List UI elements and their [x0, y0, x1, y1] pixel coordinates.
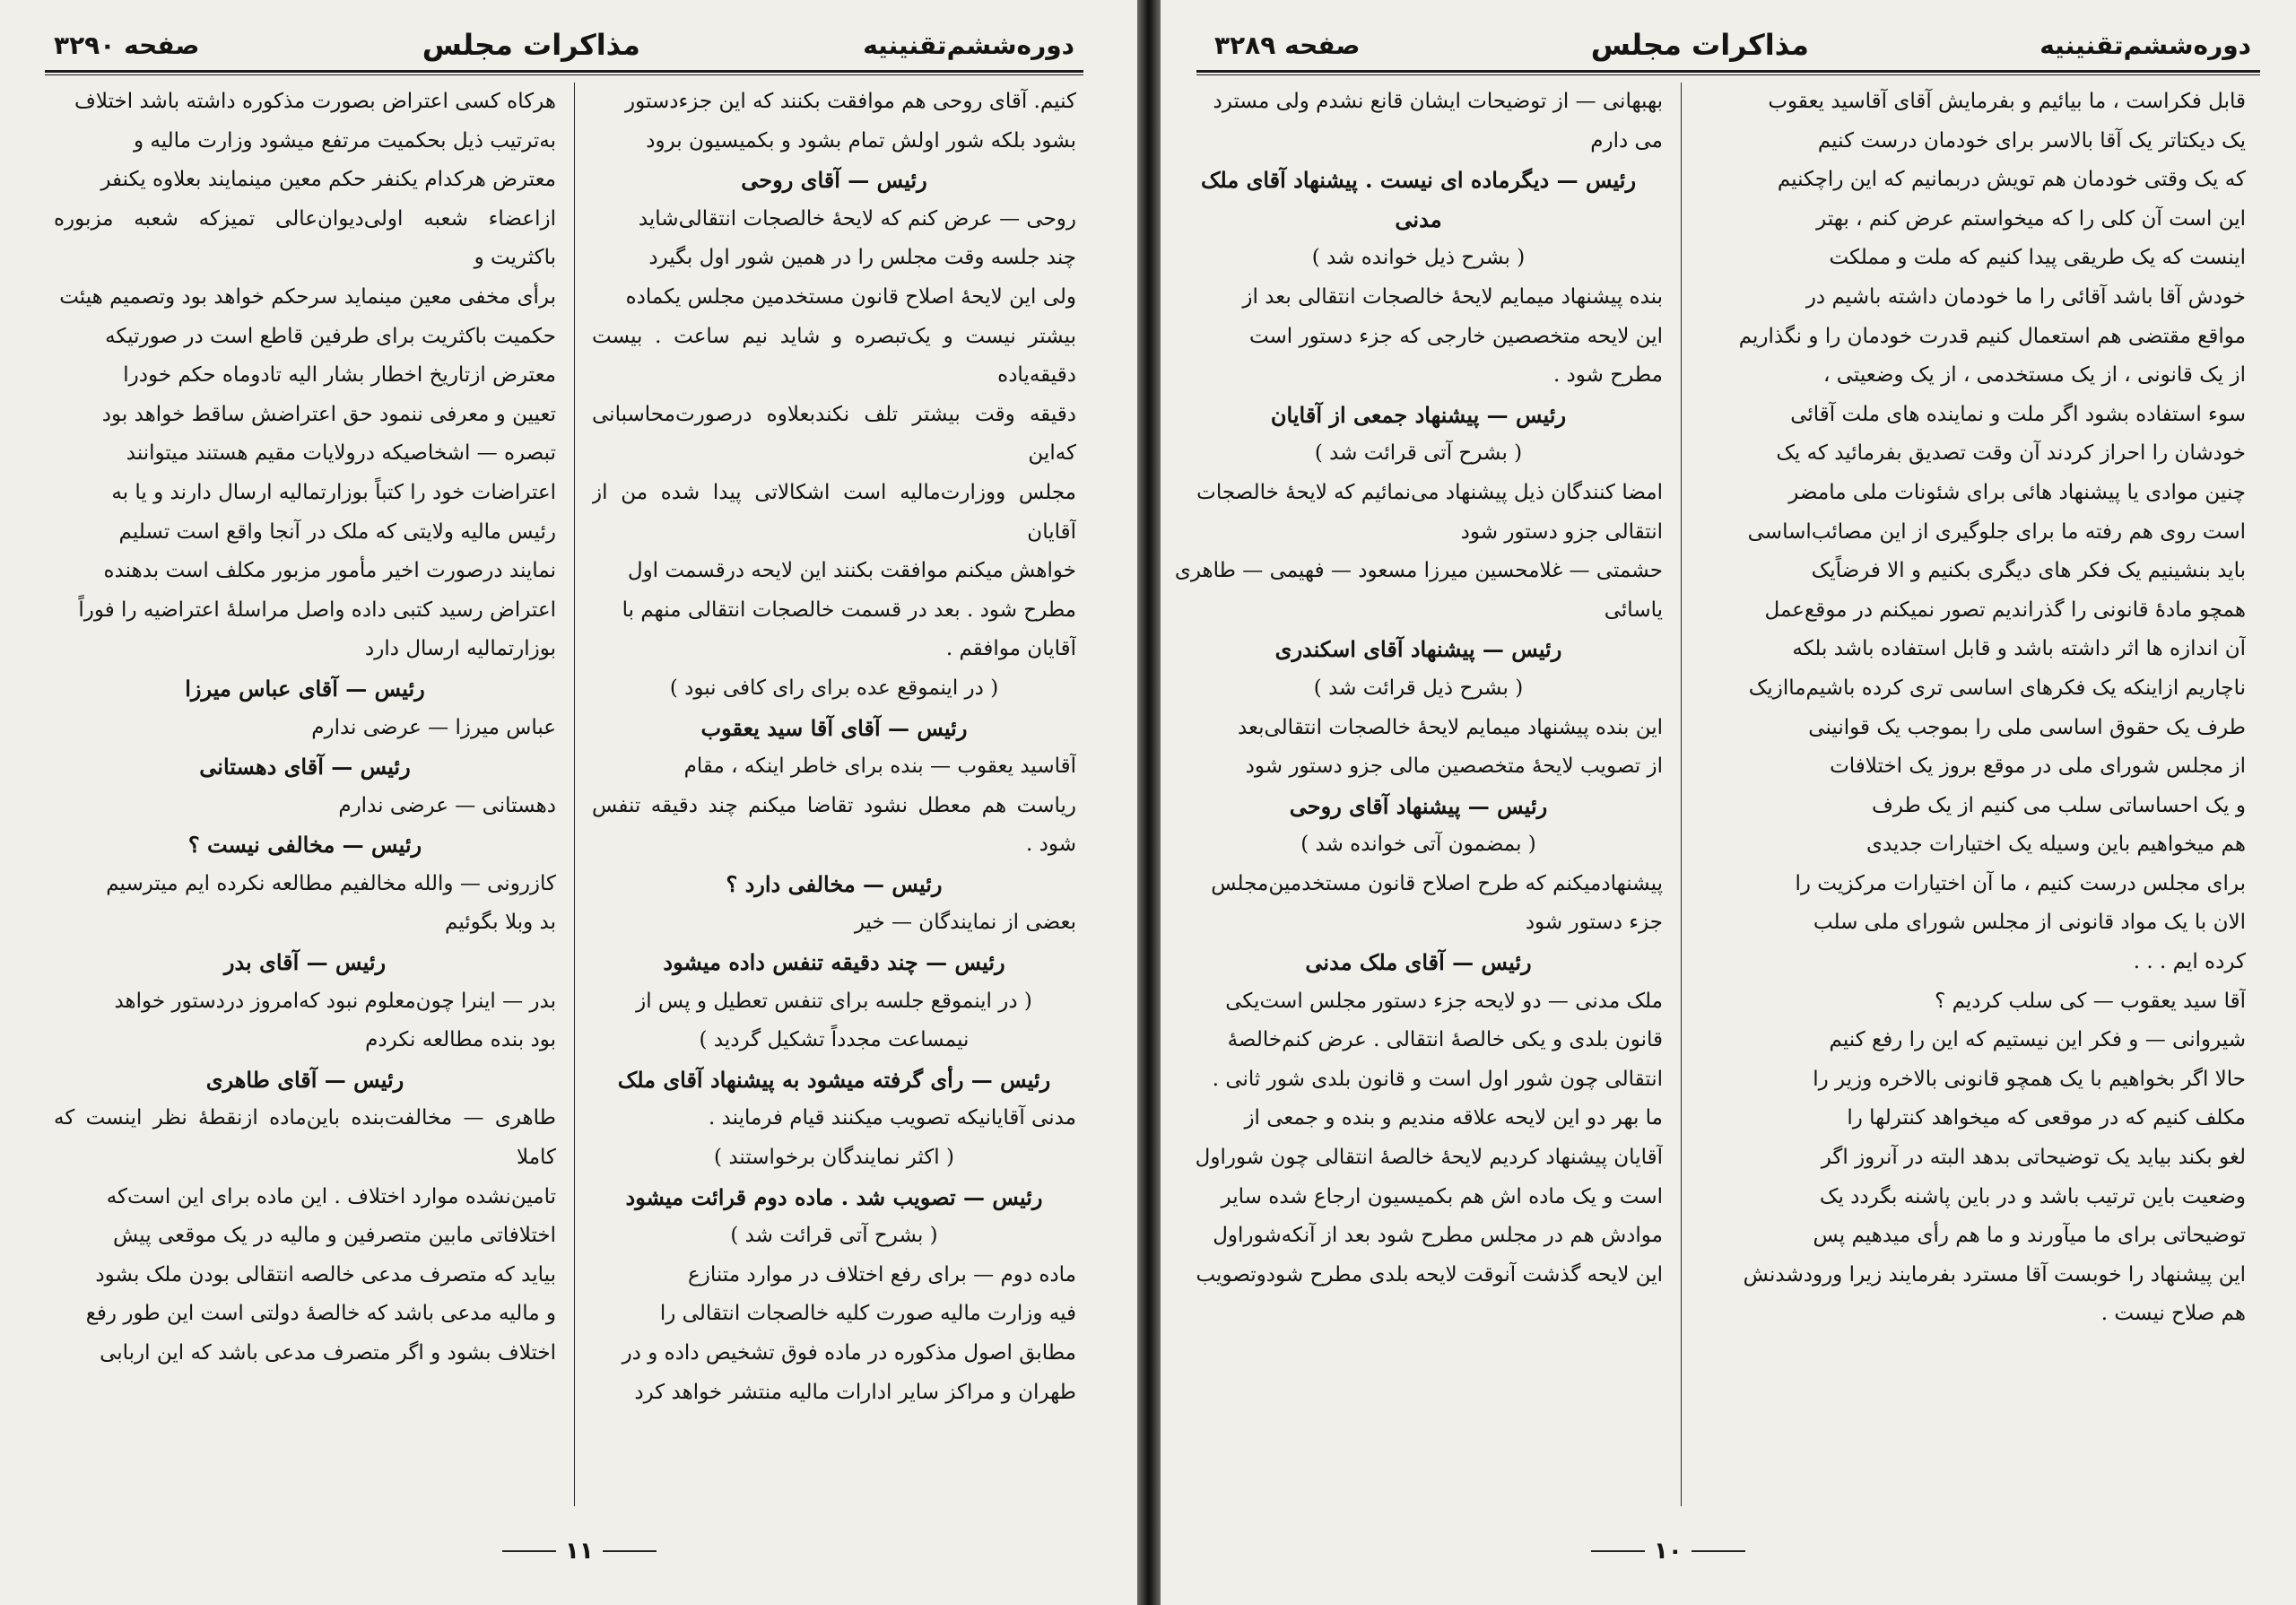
- text-line: ( در اینموقع عده برای رای کافی نبود ): [669, 676, 999, 700]
- text-line: سوء استفاده بشود اگر ملت و نماینده های ملت آقائی: [1790, 402, 2246, 426]
- right-page-footer-number: ۱۰: [1654, 1538, 1683, 1565]
- right-header-rule: [1196, 70, 2260, 73]
- text-line: رئیس — پیشنهاد جمعی از آقایان: [1270, 401, 1567, 428]
- text-line: برأی مخفی معین مینماید سرحکم خواهد بود وتصمیم هیئت: [59, 284, 556, 309]
- text-line: ازاعضاء شعبه اولی‌دیوان‌عالی تمیزکه شعبه مزبوره با‌کثریت و: [54, 206, 556, 270]
- text-line: طرف یک حقوق اساسی ملی را بموجب یک قوانینی: [1808, 715, 2246, 739]
- left-header-rule: [45, 70, 1083, 73]
- text-line: الان با یک مواد قانونی از مجلس شورای ملی سلب: [1813, 911, 2246, 935]
- text-line: بنده پیشنهاد میمایم لایحهٔ خالصجات انتقالی بعد از: [1242, 284, 1663, 309]
- text-line: رئیس — آقای طاهری: [205, 1066, 404, 1093]
- text-line: است روی هم رفته ما برای جلوگیری از این مصائب‌اساسی: [1747, 519, 2246, 544]
- text-line: هرکاه کسی اعتراض بصورت مذکوره داشته باشد اختلاف: [74, 90, 556, 113]
- text-line: که یک وقتی خودمان هم تویش دربمانیم که این راچکنیم: [1777, 168, 2246, 192]
- text-line: ( بشرح ذیل خوانده شد ): [1311, 246, 1526, 270]
- text-line: رئیس — چند دقیقه تنفس داده میشود: [663, 949, 1005, 976]
- text-line: اینست که یک طریقی پیدا کنیم که ملت و مملکت: [1829, 246, 2246, 270]
- text-line: لغو بکند بیاید یک توضیحاتی بدهد البته در آنروز اگر: [1821, 1146, 2246, 1170]
- text-line: تبصره — اشخاصیکه درولایات مقیم هستند میتوانند: [126, 441, 556, 466]
- text-line: معترض ازتاریخ اخطار بشار الیه تادوماه حکم خودرا: [123, 363, 556, 388]
- text-line: این پیشنهاد را خوبست آقا مسترد بفرمایند زیرا ورودشدنش: [1743, 1262, 2246, 1287]
- text-line: اعتراض رسید کتبی داده واصل مراسلهٔ اعتراضیه را فوراً: [78, 598, 556, 622]
- text-line: عباس میرزا — عرضی ندارم: [311, 715, 556, 739]
- text-line: از یک قانونی ، از یک مستخدمی ، از یک وضعیتی ،: [1823, 363, 2246, 388]
- text-line: ریاست هم معطل نشود تقاضا میکنم چند دقیقه تنفس شود .: [592, 793, 1076, 857]
- right-header-rule-thin: [1196, 74, 2260, 75]
- text-line: نمایند درصورت اخیر مأمور مزبور مکلف است بدهنده: [103, 559, 556, 583]
- text-line: این لایحه متخصصین خارجی که جزء دستور است: [1248, 324, 1663, 348]
- text-line: و یک احساساتی سلب می کنیم از یک طرف: [1872, 793, 2246, 817]
- text-line: انتقالی جزو دستور شود: [1460, 519, 1663, 544]
- text-line: خودشان را احراز کردند آن وقت تصدیق بفرمائید که یک: [1776, 441, 2246, 466]
- text-line: مجلس ووزارت‌مالیه است اشکالاتی پیدا شده من از آقایان: [592, 480, 1076, 544]
- left-page-session: دوره‌ششم‌تقنینیه: [863, 30, 1074, 60]
- text-line: رئیس — آقای ملک مدنی: [1305, 949, 1532, 976]
- text-line: بدر — اینرا چون‌معلوم نبود که‌امروز دردستور خواهد: [114, 989, 556, 1013]
- text-line: بود بنده مطالعه نکردم: [365, 1028, 556, 1052]
- left-page-footer: [502, 1538, 657, 1565]
- left-page: [0, 0, 1137, 1605]
- right-page-title: مذاکرات مجلس: [1590, 28, 1809, 62]
- text-line: روحی — عرض کنم که لایحهٔ خالصجات انتقالی‌شاید: [638, 206, 1076, 231]
- text-line: آن اندازه ها اثر داشته باشد و قابل استفاده باشد بلکه: [1792, 637, 2246, 661]
- text-line: رئیس — دیگرماده ای نیست . پیشنهاد آقای ملک مدنی: [1200, 167, 1637, 232]
- text-line: رئیس — آقای روحی: [741, 167, 927, 194]
- text-line: ( بشرح آتی قرائت شد ): [730, 1224, 938, 1248]
- text-line: به‌ترتیب ذیل بحکمیت مرتفع میشود وزارت مالیه و: [133, 128, 556, 153]
- text-line: قانون بلدی و یکی خالصهٔ انتقالی . عرض کنم‌خالصهٔ: [1227, 1028, 1663, 1052]
- text-line: مکلف کنیم که در موقعی که میخواهد کنترلها را: [1847, 1106, 2246, 1130]
- text-line: رئیس — آقای بدر: [223, 949, 387, 976]
- left-page-right-column: [592, 83, 1076, 1506]
- text-line: تعیین و معرفی ننمود حق اعتراضش ساقط خواهد بود: [101, 402, 556, 426]
- text-line: اختلافاتی مابین متصرفین و مالیه در یک موقعی پیش: [112, 1224, 556, 1248]
- right-page-session: دوره‌ششم‌تقنینیه: [2039, 30, 2251, 60]
- right-page-right-column: [1699, 83, 2246, 1506]
- text-line: آقاسید یعقوب — بنده برای خاطر اینکه ، مقام: [683, 755, 1076, 779]
- left-page-footer-number: ۱۱: [565, 1538, 594, 1565]
- text-line: این لایحه گذشت آنوقت لایحه بلدی مطرح شود‌وتصویب: [1196, 1262, 1663, 1287]
- right-page: [1161, 0, 2296, 1605]
- text-line: امضا کنندگان ذیل پیشنهاد می‌نمائیم که لایحهٔ خالصجات: [1196, 480, 1663, 504]
- text-line: دقیقه وقت بیشتر تلف نکند‌بعلاوه درصورت‌محاسبانی که‌این: [592, 402, 1076, 466]
- text-line: بشود بلکه شور اولش تمام بشود و بکمیسیون برود: [646, 128, 1076, 153]
- text-line: ناچاریم ازاینکه یک فکرهای اساسی تری کرده باشیم‌مااز‌یک: [1748, 676, 2246, 700]
- text-line: بوزارتمالیه ارسال دارد: [365, 637, 556, 661]
- text-line: رئیس — پیشنهاد آقای اسکندری: [1274, 636, 1562, 663]
- left-page-header: [54, 20, 1074, 70]
- text-line: کنیم. آقای روحی هم موافقت بکنند که این جزء‌دستور: [625, 90, 1076, 113]
- left-column-divider: [574, 83, 575, 1506]
- text-line: ولی این لایحهٔ اصلاح قانون مستخدمین مجلس یکماده: [625, 284, 1076, 309]
- text-line: همچو مادهٔ قانونی را گذراندیم تصور نمیکنم در موقع‌عمل: [1764, 598, 2246, 622]
- text-line: این بنده پیشنهاد میمایم لایحهٔ خالصجات انتقالی‌بعد: [1237, 715, 1663, 739]
- text-line: بیشتر نیست و یک‌تبصره و شاید نیم ساعت . بیست دقیقه‌یاده: [592, 324, 1076, 388]
- text-line: فیه وزارت مالیه صورت کلیه خالصجات انتقالی را: [659, 1302, 1076, 1326]
- text-line: بعضی از نمایندگان — خیر: [854, 911, 1076, 935]
- text-line: وضعیت باین ترتیب باشد و در باین پاشنه بگردد یک: [1819, 1184, 2246, 1208]
- text-line: تامین‌نشده موارد اختلاف . این ماده برای این است‌که: [106, 1184, 556, 1208]
- text-line: بهبهانی — از توضیحات ایشان قانع نشدم ولی مسترد: [1213, 90, 1663, 113]
- text-line: این است آن کلی را که میخواستم عرض کنم ، بهتر: [1816, 206, 2246, 231]
- text-line: اعتراضات خود را کتباً بوزارتمالیه ارسال دارند و یا به: [111, 480, 556, 504]
- text-line: مطرح شود .: [1552, 363, 1663, 388]
- text-line: پیشنهادمیکنم که طرح اصلاح قانون مستخدمین‌مجلس: [1211, 871, 1663, 895]
- text-line: برای مجلس درست کنیم ، ما آن اختیارات مرکزیت را: [1795, 871, 2246, 895]
- text-line: و مالیه مدعی باشد که خالصهٔ دولتی است این طور رفع: [85, 1302, 556, 1326]
- text-line: آقا سید یعقوب — کی سلب کردیم ؟: [1935, 989, 2246, 1013]
- text-line: چنین موادی یا پیشنهاد هائی برای شئونات ملی مامضر: [1788, 480, 2246, 504]
- text-line: آقایان پیشنهاد کردیم لایحهٔ خالصهٔ انتقالی چون شوراول: [1195, 1146, 1663, 1170]
- text-line: توضیحاتی برای ما میآورند و ما هم رأی میدهیم پس: [1813, 1224, 2246, 1248]
- text-line: رئیس — آقای آقا سید یعقوب: [700, 714, 968, 741]
- text-line: از مجلس شورای ملی در موقع بروز یک اختلافات: [1830, 755, 2246, 779]
- text-line: کازرونی — والله مخالفیم مطالعه نکرده ایم میترسیم: [106, 871, 556, 895]
- text-line: رئیس — پیشنهاد آقای روحی: [1289, 792, 1548, 819]
- text-line: جزء دستور شود: [1525, 911, 1663, 935]
- text-line: طهران و مراکز سایر ادارات مالیه منتشر خواهد کرد: [634, 1380, 1076, 1404]
- left-header-rule-thin: [45, 74, 1083, 75]
- text-line: خودش آقا باشد آقائی را ما خودمان داشته باشیم در: [1805, 284, 2246, 309]
- text-line: حکمیت باکثریت برای طرفین قاطع است در صورتیکه: [105, 324, 556, 348]
- text-line: باید بنشینیم یک فکر های دیگری بکنیم و الا فرضاًیک: [1811, 559, 2246, 583]
- book-gutter: [1137, 0, 1161, 1605]
- text-line: بد وبلا بگوئیم: [445, 911, 556, 935]
- left-page-title: مذاکرات مجلس: [422, 28, 640, 62]
- text-line: است و یک ماده اش هم بکمیسیون ارجاع شده سایر: [1221, 1184, 1663, 1208]
- text-line: اختلاف بشود و اگر متصرف مدعی باشد که این اربابی: [100, 1341, 556, 1365]
- text-line: نیمساعت مجدداً تشکیل گردید ): [699, 1028, 970, 1052]
- text-line: ( اکثر نمایندگان برخواستند ): [714, 1146, 954, 1170]
- text-line: ملک مدنی — دو لایحه جزء دستور مجلس است‌یکی: [1225, 989, 1663, 1013]
- text-line: دهستانی — عرضی ندارم: [338, 793, 556, 817]
- left-page-left-column: [54, 83, 556, 1506]
- text-line: هم میخواهیم باین وسیله یک اختیارات جدیدی: [1866, 833, 2246, 857]
- text-line: موادش هم در مجلس مطرح شود بعد از آنکه‌شوراول: [1213, 1224, 1663, 1248]
- text-line: ( بشرح آتی قرائت شد ): [1314, 441, 1523, 466]
- text-line: رئیس — مخالفی دارد ؟: [726, 870, 943, 897]
- right-page-left-column: [1174, 83, 1663, 1506]
- text-line: بیاید که متصرف مدعی خالصه انتقالی بودن ملک بشود: [95, 1262, 556, 1287]
- text-line: رئیس — مخالفی نیست ؟: [187, 832, 422, 859]
- right-page-number: صفحه ۳۲۸۹: [1214, 30, 1361, 60]
- text-line: رئیس — تصویب شد . ماده دوم قرائت میشود: [625, 1183, 1043, 1210]
- text-line: حالا اگر بخواهیم با یک همچو قانونی بالاخره وزیر را: [1813, 1067, 2246, 1091]
- text-line: آقایان موافقم .: [945, 637, 1076, 661]
- right-page-header: [1214, 20, 2251, 70]
- text-line: کرده ایم . . .: [2133, 950, 2246, 974]
- text-line: چند جلسه وقت مجلس را در همین شور اول بگیرد: [648, 246, 1076, 270]
- left-page-number: صفحه ۳۲۹۰: [54, 30, 200, 60]
- text-line: یک دیکتاتر یک آقا بالاسر برای خودمان درست کنیم: [1817, 128, 2246, 153]
- text-line: شیروانی — و فکر این نیستیم که این را رفع کنیم: [1829, 1028, 2246, 1052]
- text-line: خواهش میکنم موافقت بکنند این لایحه درقسمت اول: [627, 559, 1076, 583]
- text-line: مطرح شود . بعد در قسمت خالصجات انتقالی منهم با: [622, 598, 1076, 622]
- text-line: انتقالی چون شور اول است و قانون بلدی شور ثانی .: [1212, 1067, 1663, 1091]
- text-line: مطابق اصول مذکوره در ماده فوق تشخیص داده و در: [622, 1341, 1076, 1365]
- text-line: رئیس — آقای دهستانی: [199, 754, 411, 781]
- text-line: ما بهر دو این لایحه علاقه مندیم و بنده و جمعی از: [1244, 1106, 1663, 1130]
- right-column-divider: [1681, 83, 1682, 1506]
- text-line: یاسائی: [1604, 598, 1663, 622]
- right-page-footer: [1591, 1538, 1745, 1565]
- text-line: از تصویب لایحهٔ متخصصین مالی جزو دستور شود: [1245, 755, 1663, 779]
- text-line: رئیس — رأی گرفته میشود به پیشنهاد آقای ملک: [617, 1066, 1051, 1093]
- text-line: می دارم: [1590, 128, 1663, 153]
- text-line: رئیس مالیه ولایتی که ملک در آنجا واقع است تسلیم: [118, 519, 556, 544]
- text-line: رئیس — آقای عباس میرزا: [185, 675, 425, 702]
- text-line: طاهری — مخالفت‌بنده باین‌ماده ازنقطهٔ نظر اینست که کاملا: [54, 1106, 556, 1170]
- text-line: ماده دوم — برای رفع اختلاف در موارد متنازع: [688, 1262, 1076, 1287]
- text-line: مواقع مقتضی هم استعمال کنیم قدرت خودمان را و نگذاریم: [1738, 324, 2246, 348]
- text-line: ( بشرح ذیل قرائت شد ): [1313, 676, 1524, 700]
- text-line: ( در اینموقع جلسه برای تنفس تعطیل و پس از: [636, 989, 1032, 1013]
- text-line: حشمتی — غلامحسین میرزا مسعود — فهیمی — طاهری: [1174, 559, 1663, 583]
- text-line: معترض هرکدام یکنفر حکم معین مینمایند بعلاوه یکنفر: [100, 168, 556, 192]
- text-line: هم صلاح نیست .: [2100, 1302, 2246, 1326]
- text-line: مدنی آقایانیکه تصویب میکنند قیام فرمایند .: [708, 1106, 1076, 1130]
- text-line: ( بمضمون آتی خوانده شد ): [1300, 833, 1536, 857]
- text-line: قابل فکراست ، ما بیائیم و بفرمایش آقای آقاسید یعقوب: [1768, 90, 2246, 113]
